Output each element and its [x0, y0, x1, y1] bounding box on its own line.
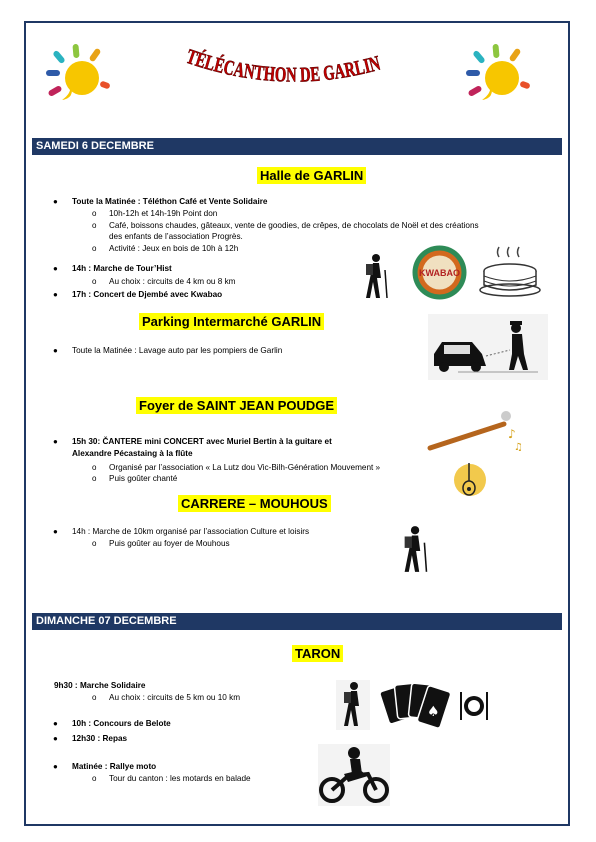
hiker-icon [358, 252, 392, 302]
foyer-sub-1: Organisé par l’association « La Lutz dou Vic-Bilh-Génération Mouvement » [109, 463, 381, 472]
kwabao-logo [411, 244, 468, 301]
taron-item-1: 9h30 : Marche Solidaire [54, 681, 146, 690]
day-header-saturday: SAMEDI 6 DECEMBRE [32, 138, 562, 155]
location-halle-garlin: Halle de GARLIN [257, 167, 366, 184]
sub-bullet: o [92, 277, 97, 286]
car-wash-illustration [428, 314, 548, 380]
bullet: ● [53, 197, 58, 206]
halle-sub-2a: Café, boissons chaudes, gâteaux, vente de goodies, de crêpes, de chocolats de Noël et des créations [109, 221, 479, 230]
guitar-icon [453, 460, 487, 500]
svg-text:♠: ♠ [427, 704, 440, 720]
hiker-icon [396, 524, 432, 576]
svg-text:TÉLÉCANTHON DE GARLIN [183, 44, 388, 87]
bullet: ● [53, 762, 58, 771]
carrere-sub-1: Puis goûter au foyer de Mouhous [109, 539, 230, 548]
carrere-item-1: 14h : Marche de 10km organisé par l’association Culture et loisirs [72, 527, 310, 536]
sub-bullet: o [92, 693, 97, 702]
sub-bullet: o [92, 539, 97, 548]
sub-bullet: o [92, 209, 97, 218]
bullet: ● [53, 719, 58, 728]
motorbike-icon [318, 744, 390, 806]
sub-bullet: o [92, 474, 97, 483]
location-foyer-saint-jean-poudge: Foyer de SAINT JEAN POUDGE [136, 397, 337, 414]
parking-item-1: Toute la Matinée : Lavage auto par les pompiers de Garlin [72, 346, 283, 355]
svg-text:♪: ♪ [508, 427, 516, 441]
sub-bullet: o [92, 774, 97, 783]
bullet: ● [53, 527, 58, 536]
halle-sub-2b: des enfants de l’association Progrès. [109, 232, 243, 241]
halle-sub-1: 10h-12h et 14h-19h Point don [109, 209, 218, 218]
page-title [180, 40, 390, 100]
taron-sub-1: Au choix : circuits de 5 km ou 10 km [109, 693, 241, 702]
foyer-sub-2: Puis goûter chanté [109, 474, 178, 483]
taron-item-3: 12h30 : Repas [72, 734, 128, 743]
sub-bullet: o [92, 244, 97, 253]
taron-item-2: 10h : Concours de Belote [72, 719, 171, 728]
foyer-item-1b: Alexandre Pécastaing à la flûte [72, 449, 193, 458]
svg-text:♫: ♫ [514, 442, 523, 453]
halle-sub-4: Au choix : circuits de 4 km ou 8 km [109, 277, 236, 286]
bullet: ● [53, 437, 58, 446]
playing-cards-icon [380, 680, 452, 734]
flute-icon [426, 406, 522, 456]
kwabao-text: KWABAO [419, 268, 460, 278]
sub-bullet: o [92, 221, 97, 230]
halle-item-2: 14h : Marche de Tour’Hist [72, 264, 172, 273]
sub-bullet: o [92, 463, 97, 472]
halle-item-3: 17h : Concert de Djembé avec Kwabao [72, 290, 223, 299]
bullet: ● [53, 290, 58, 299]
halle-sub-3: Activité : Jeux en bois de 10h à 12h [109, 244, 239, 253]
bullet: ● [53, 264, 58, 273]
hiker-icon [334, 680, 372, 730]
taron-item-4: Matinée : Rallye moto [72, 762, 157, 771]
foyer-item-1a: 15h 30: ČANTERE mini CONCERT avec Muriel Bertin à la guitare et [72, 437, 332, 446]
crepes-icon [477, 243, 543, 301]
title-text: TÉLÉCANTHON DE GARLIN [183, 44, 388, 87]
plate-cutlery-icon [458, 688, 490, 724]
bullet: ● [53, 346, 58, 355]
bullet: ● [53, 734, 58, 743]
sun-logo-right [462, 38, 532, 108]
sun-logo-left [42, 38, 112, 108]
taron-sub-4: Tour du canton : les motards en balade [109, 774, 251, 783]
halle-item-1: Toute la Matinée : Téléthon Café et Vente Solidaire [72, 197, 268, 206]
location-taron: TARON [292, 645, 343, 662]
location-carrere-mouhous: CARRERE – MOUHOUS [178, 495, 331, 512]
day-header-sunday: DIMANCHE 07 DECEMBRE [32, 613, 562, 630]
location-parking-intermarche: Parking Intermarché GARLIN [139, 313, 324, 330]
